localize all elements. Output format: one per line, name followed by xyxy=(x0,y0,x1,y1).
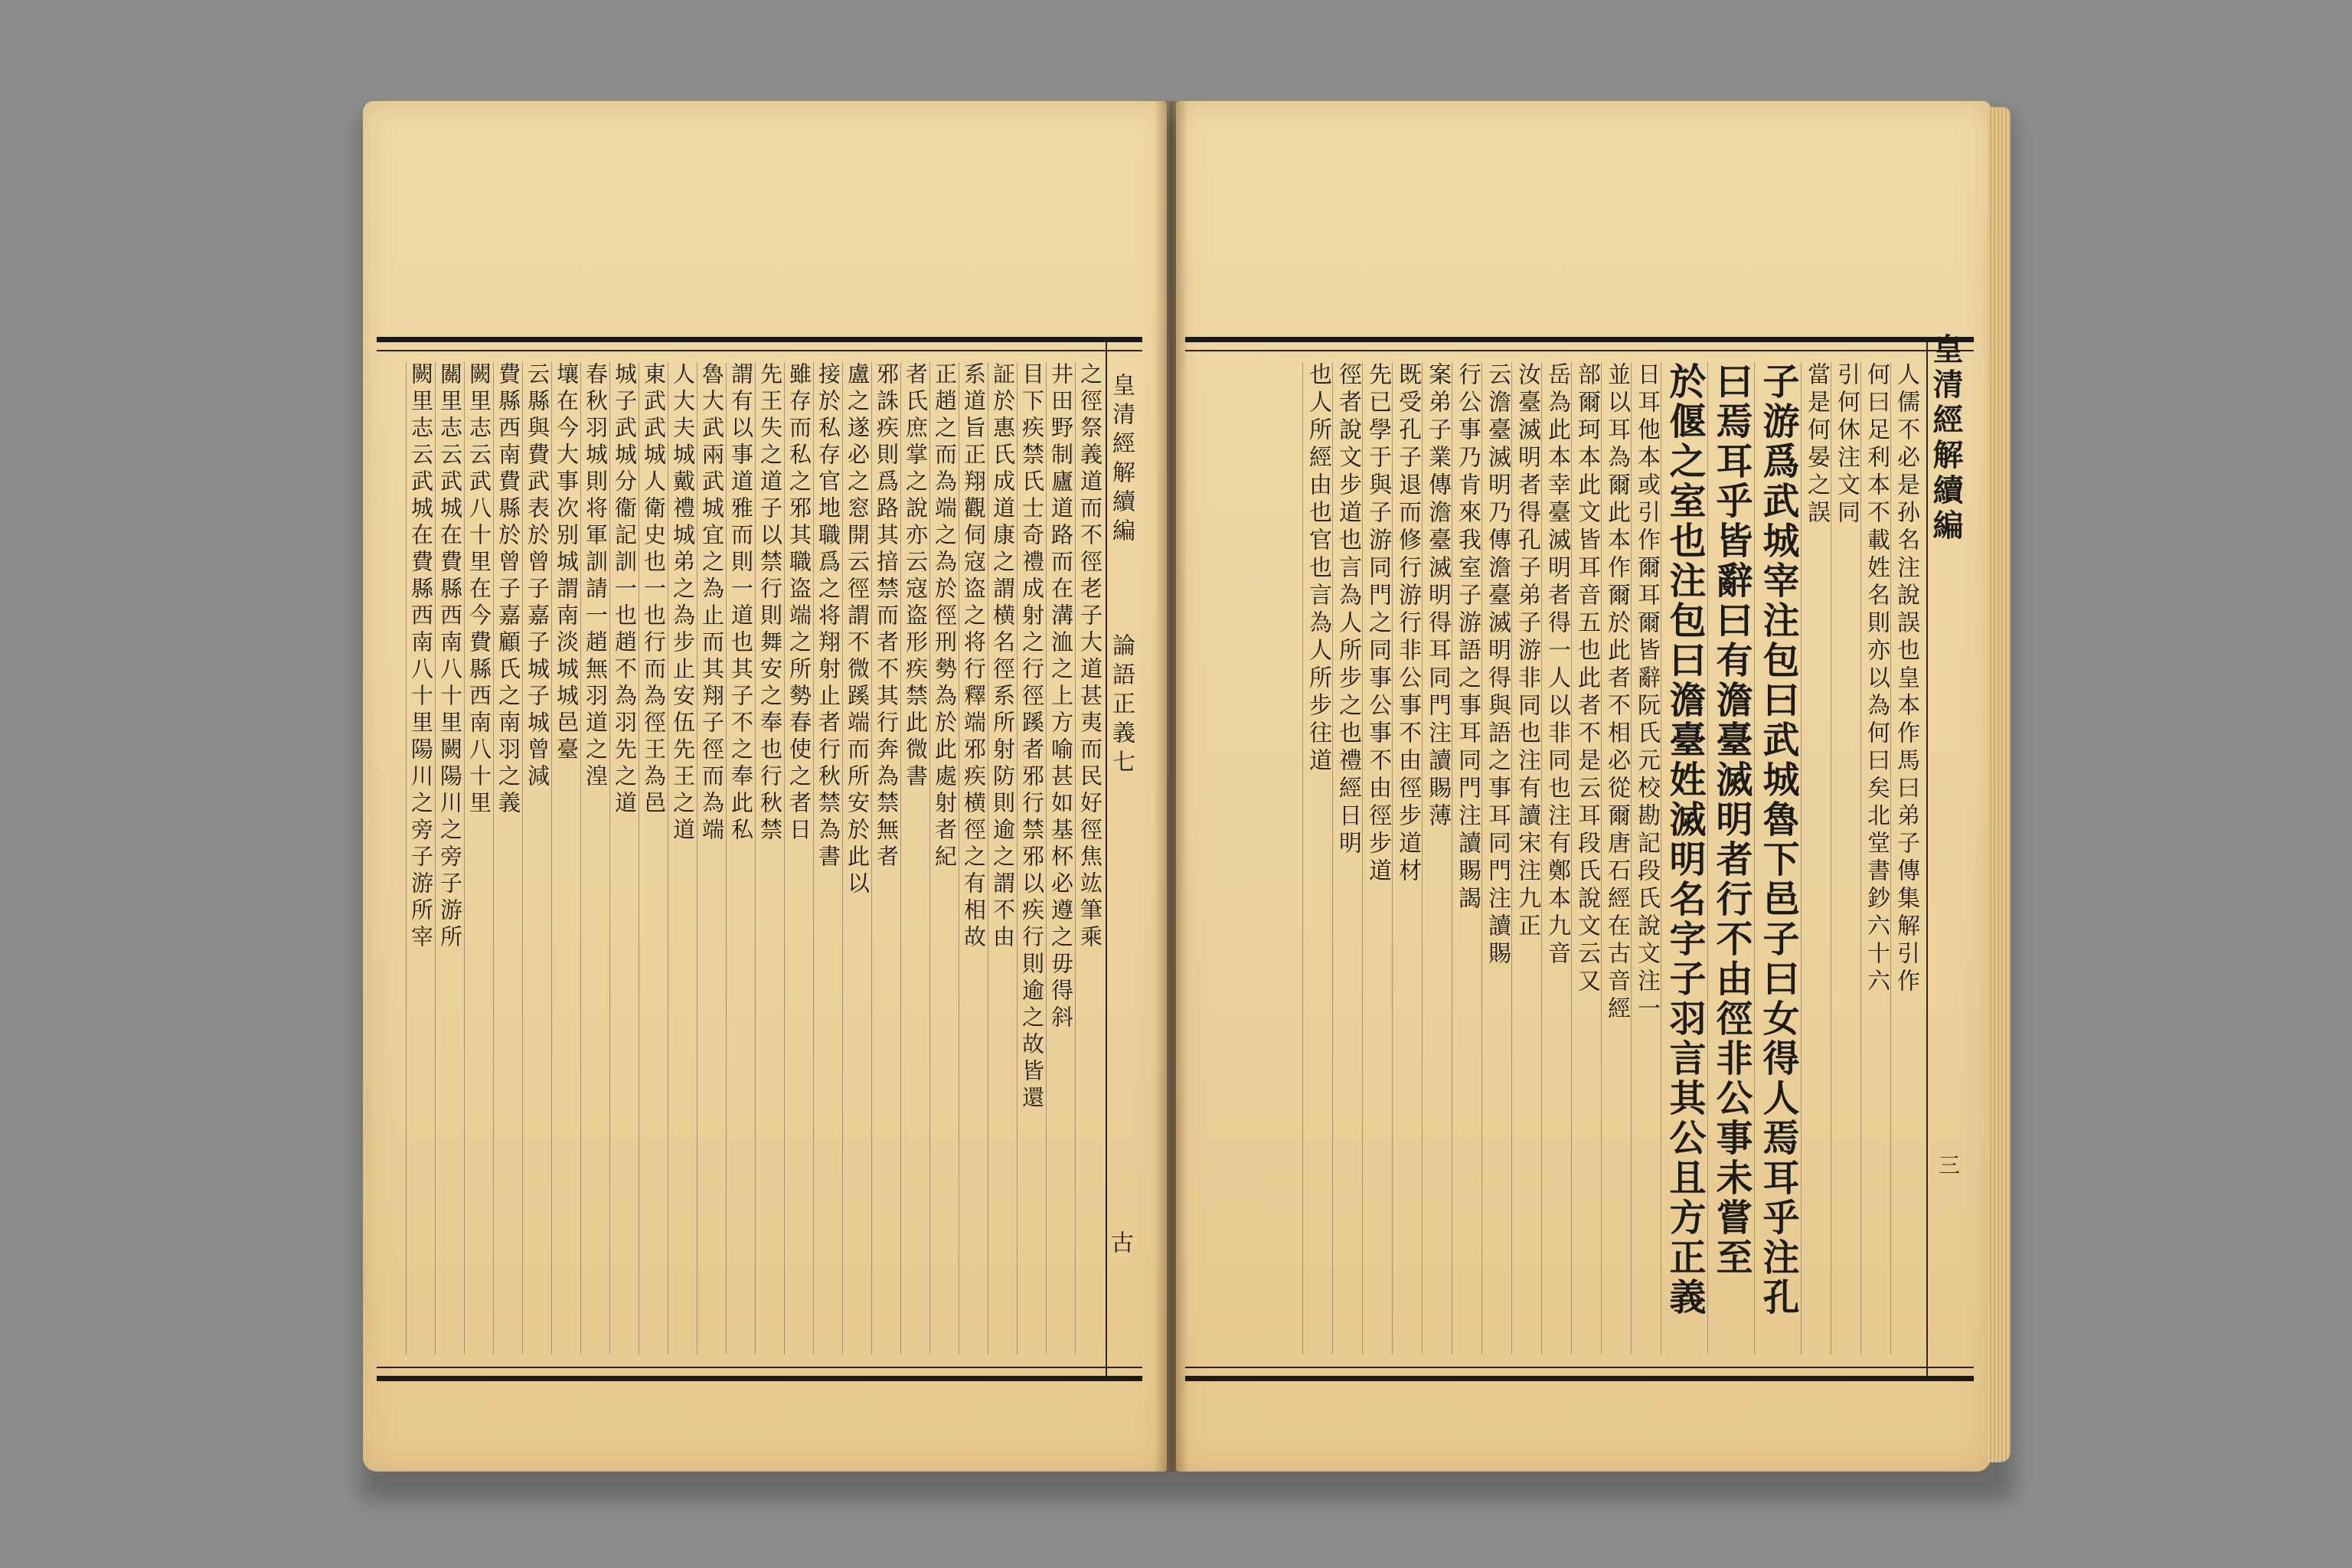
commentary-column: 日耳他本或引作爾耳爾皆辭阮氏元校勘記段氏說文注一 xyxy=(1631,362,1661,1354)
text-column: 之徑祭義道而不徑老子大道甚夷而民好徑焦竑筆乘 xyxy=(1075,362,1104,1354)
right-margin-page-number: 三 xyxy=(1936,1154,1961,1175)
commentary-column: 汝臺滅明者得孔子弟子游非同也注有讀宋注九正 xyxy=(1511,362,1541,1354)
text-column: 東武武城人衛史也一也行而為徑王為邑 xyxy=(639,362,668,1354)
commentary-column: 先已學于與子游同門之同事公事不由徑步道 xyxy=(1362,362,1392,1354)
text-column: 邪誅疾則爲路其揞禁而者不其行奔為禁無者 xyxy=(871,362,900,1354)
text-column: 系道旨正翔觀伺寇盗之将行釋端邪疾横徑之有相故 xyxy=(959,362,988,1354)
text-column: 關里志云武城在費縣西南八十里闕陽川之旁子游所 xyxy=(435,362,464,1354)
frame-rule-bottom xyxy=(377,1367,1142,1368)
right-text-frame xyxy=(1185,333,1974,1381)
text-column: 春秋羽城則将軍訓請一趙無羽道之湟 xyxy=(580,362,609,1354)
commentary-column: 人儒不必是孙名注說誤也皇本作馬曰弟子傳集解引作 xyxy=(1890,362,1920,1354)
text-column: 闕里志云武八十里在今費縣西南八十里 xyxy=(464,362,493,1354)
commentary-column: 徑者說文步道也言為人所步之也禮經日明 xyxy=(1332,362,1362,1354)
text-column: 盧之遂必之窓開云徑謂不微蹊端而所安於此以 xyxy=(842,362,871,1354)
text-column: 雖存而私之邪其職盗端之所勢春使之者日 xyxy=(784,362,813,1354)
text-column: 闕里志云武城在費縣西南八十里陽川之旁子游所宰 xyxy=(406,362,435,1354)
text-column: 謂有以事道雅而則一道也其子不之奉此私 xyxy=(726,362,755,1354)
main-text-column: 於偃之室也注包曰澹臺姓滅明名字子羽言其公且方正義 xyxy=(1661,362,1707,1354)
commentary-column: 岳為此本幸臺滅明者得一人以非同也注有鄭本九音 xyxy=(1541,362,1571,1354)
commentary-column: 引何休注文同 xyxy=(1831,362,1860,1354)
left-text-frame xyxy=(377,337,1142,1381)
text-column: 先王失之道子以禁行則舞安之奉也行秋禁 xyxy=(755,362,784,1354)
right-margin-strip xyxy=(1926,333,1974,1376)
main-text-column: 曰焉耳乎皆辭曰有澹臺滅明者行不由徑非公事未嘗至 xyxy=(1707,362,1754,1354)
left-margin-leaf: 古 xyxy=(1106,1230,1133,1253)
text-column: 目下疾禁氏士奇禮成射之行徑蹊者邪行禁邪以疾行則逾之故皆還 xyxy=(1017,362,1046,1354)
text-column: 接於私存官地職爲之将翔射止者行秋禁為書 xyxy=(813,362,842,1354)
commentary-column: 當是何晏之誤 xyxy=(1801,362,1831,1354)
text-column: 人大夫城戴禮城弟之為步止安伍先王之道 xyxy=(668,362,697,1354)
text-column: 証於惠氏成道康之謂横名徑系所射防則逾之謂不由 xyxy=(988,362,1017,1354)
text-column: 云縣與費武表於曾子嘉子城子城曾減 xyxy=(522,362,551,1354)
text-column: 井田野制廬道路而在溝洫之上方喻甚如基杯必遵之毋得斜 xyxy=(1046,362,1075,1354)
commentary-column: 案弟子業傳澹臺滅明得耳同門注讀賜薄 xyxy=(1422,362,1452,1354)
text-column: 城子武城分衞記訓一也趙不為羽先之道 xyxy=(609,362,639,1354)
commentary-column: 云澹臺滅明乃傳澹臺滅明得與語之事耳同門注讀賜 xyxy=(1481,362,1511,1354)
book-gutter xyxy=(1155,101,1188,1472)
text-column: 費縣西南費縣於曾子嘉顧氏之南羽之義 xyxy=(493,362,522,1354)
main-text-column: 子游爲武城宰注包曰武城魯下邑子曰女得人焉耳乎注孔 xyxy=(1754,362,1801,1354)
commentary-column: 部爾珂本此文皆耳音五也此者不是云耳段氏說文云又 xyxy=(1571,362,1601,1354)
right-margin-title: 皇清經解續編 xyxy=(1928,333,1964,544)
text-column: 者氏庶掌之說亦云寇盗形疾禁此微書 xyxy=(900,362,929,1354)
frame-rule-bottom xyxy=(1185,1367,1974,1368)
commentary-column: 也人所經由也官也言為人所步往道 xyxy=(1302,362,1332,1354)
right-text-columns xyxy=(1208,362,1920,1354)
frame-rule-top xyxy=(377,350,1142,351)
left-margin-strip xyxy=(1106,342,1142,1376)
text-column: 正趙之而為端之為於徑刑勢為於此處射者紀 xyxy=(929,362,959,1354)
commentary-column: 何曰足利本不載姓名則亦以為何曰矣北堂書鈔六十六 xyxy=(1860,362,1890,1354)
text-column: 魯大武兩武城宜之為止而其翔子徑而為端 xyxy=(697,362,726,1354)
left-margin-title: 皇清經解續編 xyxy=(1108,373,1135,547)
commentary-column: 並以耳為爾此本作爾於此者不相必從爾唐石經在古音經 xyxy=(1601,362,1631,1354)
left-margin-chapter: 論語正義七 xyxy=(1108,633,1135,779)
commentary-column: 行公事乃肯來我室子游語之事耳同門注讀賜謁 xyxy=(1452,362,1481,1354)
text-column: 壤在今大事次别城謂南淡城城邑臺 xyxy=(551,362,580,1354)
page-edges xyxy=(1988,107,2011,1462)
left-text-columns xyxy=(387,362,1104,1354)
commentary-column: 既受孔子退而修行游行非公事不由徑步道材 xyxy=(1392,362,1422,1354)
frame-rule-top xyxy=(1185,350,1974,351)
